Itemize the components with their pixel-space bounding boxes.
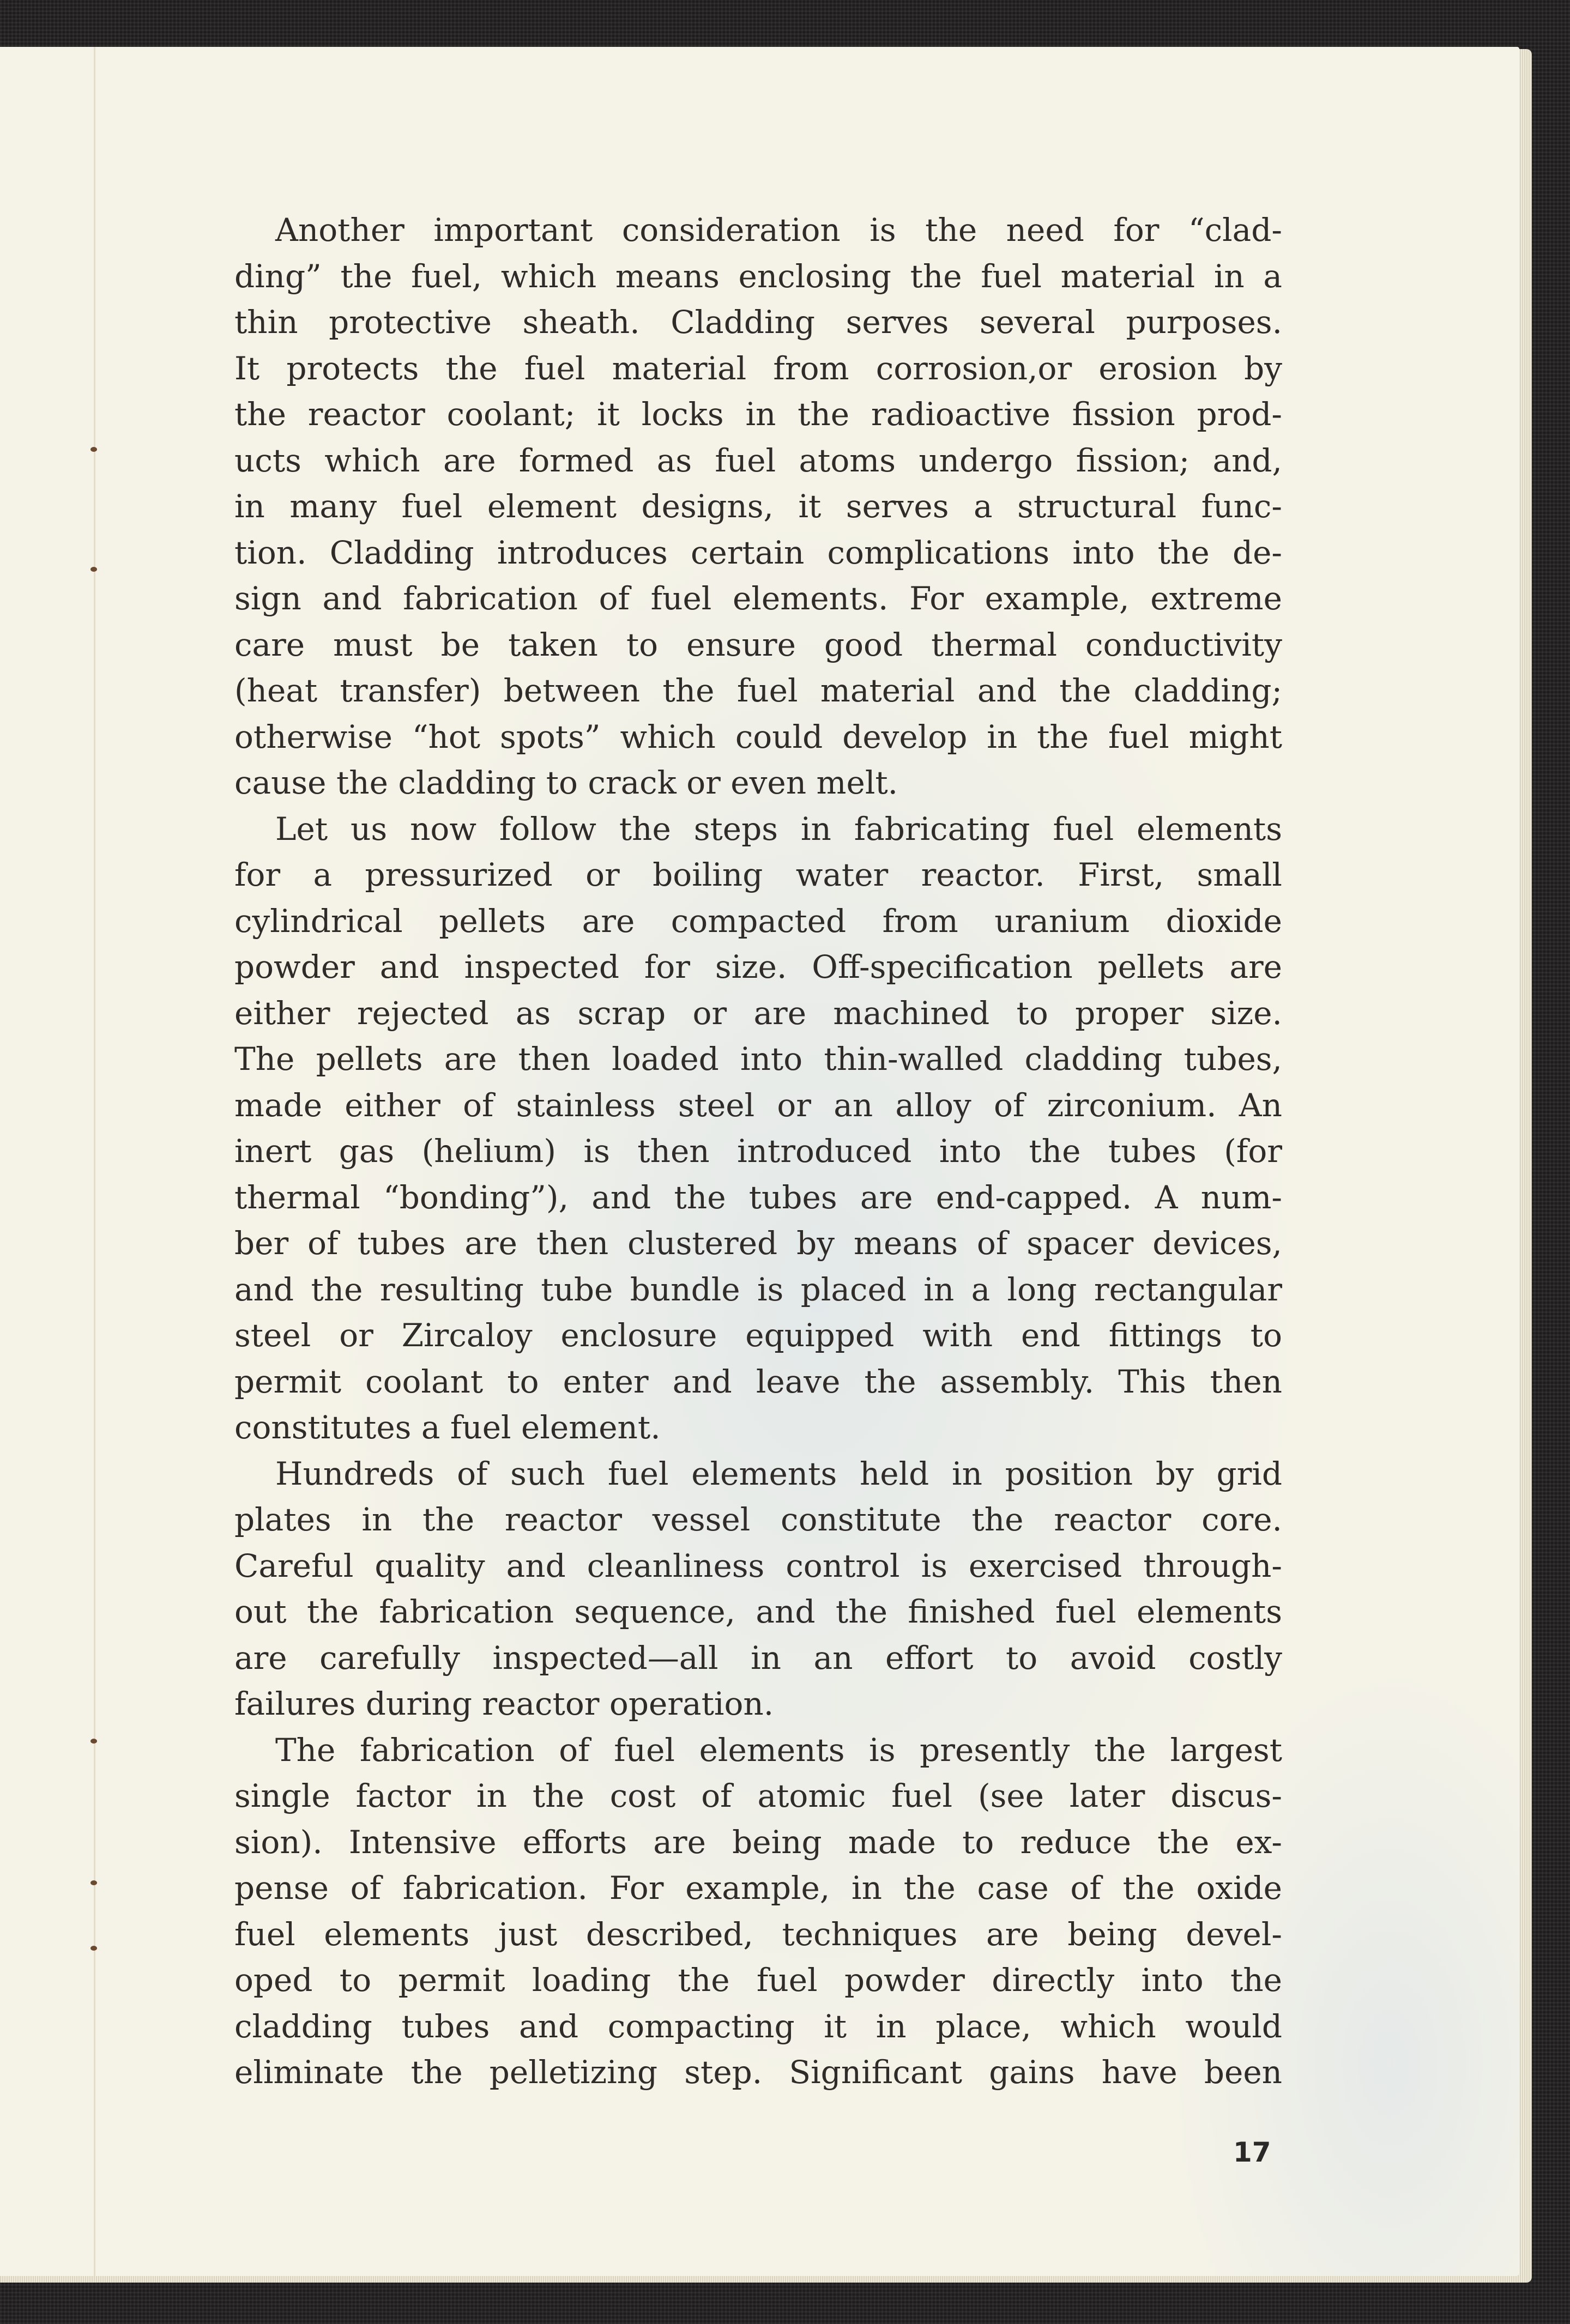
text-line: steel or Zircaloy enclosure equipped with end fittings to <box>234 1317 1282 1354</box>
text-line: constitutes a fuel element. <box>234 1409 661 1446</box>
staple-hole-mark <box>90 447 97 452</box>
text-line: inert gas (helium) is then introduced into the tubes (for <box>234 1133 1282 1170</box>
staple-hole-mark <box>90 1880 97 1885</box>
paragraph <box>234 806 1282 1451</box>
text-line: (heat transfer) between the fuel material and the cladding; <box>234 672 1282 709</box>
text-line: fuel elements just described, techniques are being devel- <box>234 1915 1282 1953</box>
paragraph <box>234 1451 1282 1727</box>
text-line: are carefully inspected—all in an effort to avoid costly <box>234 1639 1282 1677</box>
text-line: Careful quality and cleanliness control is exercised through- <box>234 1547 1282 1584</box>
text-line: sign and fabrication of fuel elements. For example, extreme <box>234 580 1282 617</box>
text-line: The fabrication of fuel elements is presently the largest <box>275 1731 1282 1769</box>
text-line: ber of tubes are then clustered by means of spacer devices, <box>234 1225 1282 1262</box>
text-line: made either of stainless steel or an alloy of zirconium. An <box>234 1086 1282 1124</box>
text-line: Let us now follow the steps in fabricating fuel elements <box>275 810 1282 848</box>
text-line: eliminate the pelletizing step. Significant gains have been <box>234 2054 1282 2091</box>
text-line: either rejected as scrap or are machined to proper size. <box>234 994 1282 1032</box>
text-line: failures during reactor operation. <box>234 1685 774 1722</box>
paragraph <box>234 1727 1282 2096</box>
text-line: thin protective sheath. Cladding serves several purposes. <box>234 304 1282 341</box>
text-line: Another important consideration is the need for “clad- <box>275 211 1282 249</box>
text-line: powder and inspected for size. Off-specification pellets are <box>234 948 1282 985</box>
staple-hole-mark <box>90 1946 97 1951</box>
text-line: The pellets are then loaded into thin-walled cladding tubes, <box>234 1040 1282 1078</box>
text-line: oped to permit loading the fuel powder directly into the <box>234 1962 1282 1999</box>
text-line: in many fuel element designs, it serves a structural func- <box>234 488 1282 525</box>
text-line: otherwise “hot spots” which could develop in the fuel might <box>234 718 1282 755</box>
text-line: the reactor coolant; it locks in the radioactive fission prod- <box>234 396 1282 433</box>
text-line: ucts which are formed as fuel atoms undergo fission; and, <box>234 441 1282 479</box>
text-line: out the fabrication sequence, and the finished fuel elements <box>234 1593 1282 1630</box>
paragraph <box>234 207 1282 806</box>
text-line: It protects the fuel material from corrosion,or erosion by <box>234 349 1282 387</box>
text-line: single factor in the cost of atomic fuel (see later discus- <box>234 1777 1282 1814</box>
text-line: plates in the reactor vessel constitute the reactor core. <box>234 1501 1282 1538</box>
staple-hole-mark <box>90 567 97 572</box>
text-line: care must be taken to ensure good thermal conductivity <box>234 626 1282 663</box>
text-line: permit coolant to enter and leave the assembly. This then <box>234 1363 1282 1400</box>
text-line: Hundreds of such fuel elements held in position by grid <box>275 1455 1282 1492</box>
text-line: sion). Intensive efforts are being made to reduce the ex- <box>234 1823 1282 1861</box>
text-line: tion. Cladding introduces certain complications into the de- <box>234 534 1282 571</box>
page-number: 17 <box>1233 2137 1271 2168</box>
text-line: cylindrical pellets are compacted from uranium dioxide <box>234 902 1282 940</box>
body-text <box>234 207 1282 2096</box>
text-line: and the resulting tube bundle is placed in a long rectangular <box>234 1270 1282 1308</box>
staple-hole-mark <box>90 1739 97 1744</box>
text-line: cause the cladding to crack or even melt. <box>234 764 898 801</box>
text-line: ding” the fuel, which means enclosing the fuel material in a <box>234 257 1282 295</box>
text-line: for a pressurized or boiling water reactor. First, small <box>234 856 1282 893</box>
text-line: thermal “bonding”), and the tubes are end-capped. A num- <box>234 1178 1282 1216</box>
text-line: cladding tubes and compacting it in place, which would <box>234 2007 1282 2045</box>
text-line: pense of fabrication. For example, in the case of the oxide <box>234 1869 1282 1907</box>
